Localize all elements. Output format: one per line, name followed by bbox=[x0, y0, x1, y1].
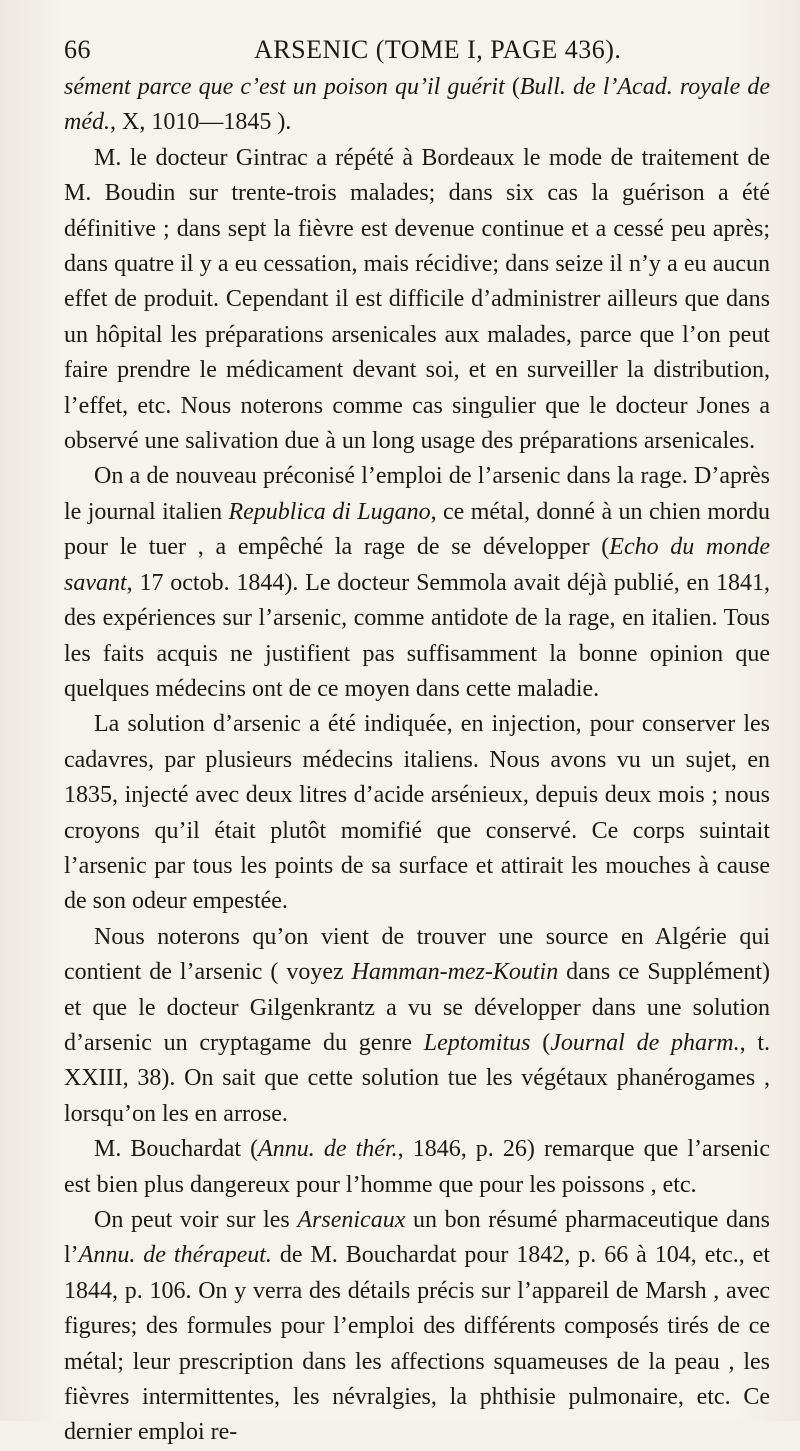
text-run: un bon résumé pharmaceutique dans l’ bbox=[64, 1207, 770, 1269]
paragraph bbox=[64, 459, 770, 707]
paragraph bbox=[64, 141, 770, 460]
italic-reference: Republica di Lugano bbox=[228, 498, 431, 525]
text-run: ( bbox=[504, 74, 520, 100]
italic-reference: Bull. de l’Acad. royale de méd. bbox=[64, 74, 770, 136]
paragraph bbox=[64, 707, 770, 919]
paragraph bbox=[64, 920, 770, 1132]
paragraph bbox=[64, 1132, 770, 1203]
italic-reference: Annu. de thér. bbox=[258, 1136, 398, 1163]
text-run: La solution d’arsenic a été indiquée, en injection, pour conserver les cadavres, par plusieurs médecins italiens. Nous avons vu un sujet, en 1835, injecté avec deux litres d’acide arsénieux, depuis deux mois ; nous croyons qu’il était plutôt momifié que conservé. Ce corps suintait l’arsenic par tous les points de sa surface et attirait les mouches à cause de son odeur empestée. bbox=[64, 711, 770, 915]
text-run: M. Bouchardat ( bbox=[94, 1136, 259, 1163]
italic-reference: Journal de pharm. bbox=[550, 1029, 740, 1056]
italic-reference: Hamman-mez-Koutin bbox=[351, 959, 559, 986]
italic-reference: Leptomitus bbox=[423, 1029, 531, 1056]
italic-reference: Arsenicaux bbox=[297, 1207, 406, 1233]
text-run: de M. Bouchardat pour 1842, p. 66 à 104, etc., et 1844, p. 106. On y verra des détails précis sur l’appareil de Marsh , avec figures; des formules pour l’emploi des différents composés tirés de ce métal; leur prescription dans les affections squameuses de la peau , les fièvres intermittentes, les névralgies, la phthisie pulmonaire, etc. Ce dernier emploi re- bbox=[64, 1242, 770, 1446]
italic-reference: Echo du monde savant bbox=[64, 534, 771, 596]
paragraph bbox=[64, 70, 770, 141]
text-run: ( bbox=[530, 1029, 551, 1056]
text-run: On a de nouveau préconisé l’emploi de l’arsenic dans la rage. D’après le journal italien bbox=[64, 463, 770, 525]
text-run: Nous noterons qu’on vient de trouver une source en Algérie qui contient de l’arsenic ( voyez bbox=[64, 923, 770, 986]
body-text bbox=[64, 70, 770, 1451]
text-run: M. le docteur Gintrac a répété à Bordeaux le mode de traitement de M. Boudin sur trente-trois malades; dans six cas la guérison a été définitive ; dans sept la fièvre est devenue continue et a cessé peu après; dans quatre il y a eu cessation, mais récidive; dans seize il n’y a eu aucun effet de produit. Cependant il est difficile d’administrer ailleurs que dans un hôpital les préparations arsenicales aux malades, parce que l’on peut faire prendre le médicament devant soi, et en surveiller la distribution, l’effet, etc. Nous noterons comme cas singulier que le docteur Jones a observé une salivation due à un long usage des préparations arsenicales. bbox=[64, 144, 770, 455]
italic-reference: Annu. de thérapeut. bbox=[78, 1242, 272, 1269]
running-title: ARSENIC (TOME I, PAGE 436). bbox=[254, 35, 622, 64]
text-run: , 1846, p. 26) remarque que l’arsenic est bien plus dangereux pour l’homme que pour les poissons , etc. bbox=[64, 1136, 771, 1198]
text-run: , t. XXIII, 38). On sait que cette solution tue les végétaux phanérogames , lorsqu’on les en arrose. bbox=[64, 1029, 770, 1127]
text-run: dans ce Supplément) et que le docteur Gilgenkrantz a vu se développer dans une solution d’arsenic un cryptagame du genre bbox=[64, 959, 770, 1056]
page-number: 66 bbox=[64, 35, 91, 64]
text-run: , X, 1010—1845 ). bbox=[109, 109, 292, 136]
text-run: , ce métal, donné à un chien mordu pour le tuer , a empêché la rage de se développer ( bbox=[64, 498, 770, 561]
paragraph bbox=[64, 1203, 770, 1451]
text-run: On peut voir sur les bbox=[94, 1207, 298, 1233]
italic-reference: sément parce que c’est un poison qu’il guérit bbox=[64, 74, 505, 100]
page-header bbox=[64, 30, 770, 70]
text-run: , 17 octob. 1844). Le docteur Semmola avait déjà publié, en 1841, des expériences sur l’arsenic, comme antidote de la rage, en italien. Tous les faits acquis ne justifient pas suffisamment la bonne opinion que quelques médecins ont de ce moyen dans cette maladie. bbox=[64, 569, 770, 702]
